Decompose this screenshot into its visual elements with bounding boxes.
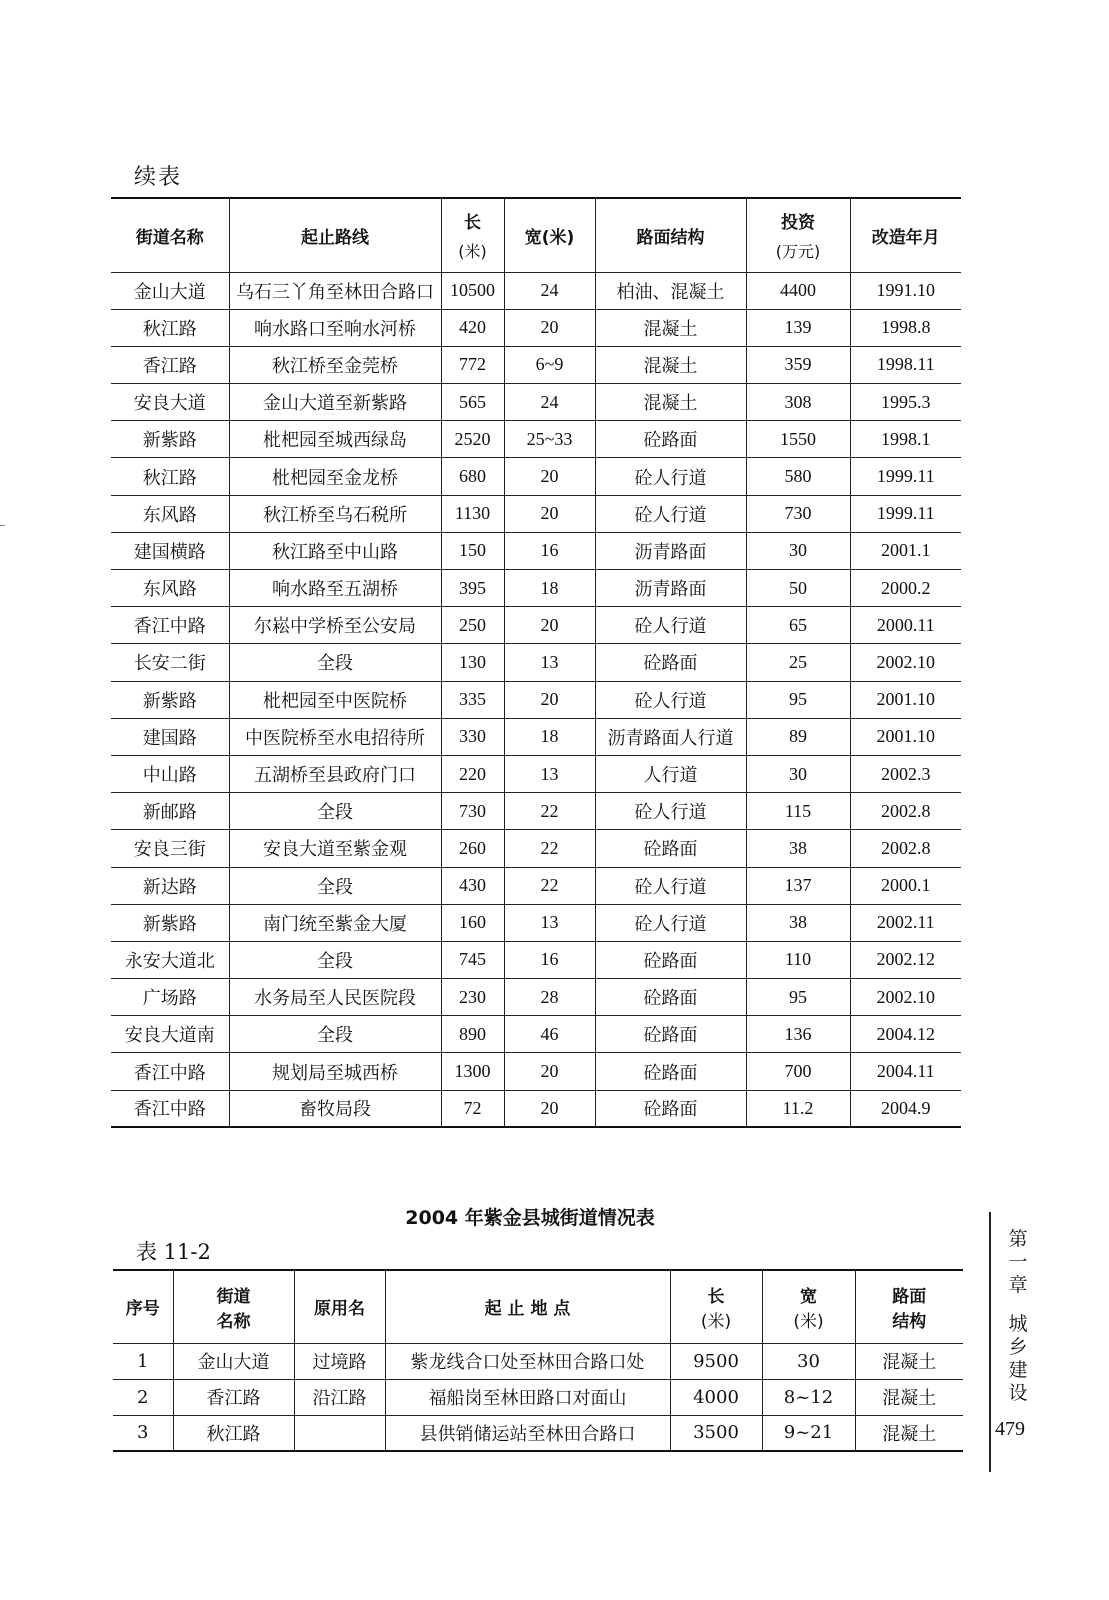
table-cell: 2520 bbox=[441, 421, 504, 458]
table-cell: 89 bbox=[746, 718, 850, 755]
table-cell: 1130 bbox=[441, 495, 504, 532]
table-cell: 新紫路 bbox=[111, 904, 229, 941]
table2-header-row bbox=[113, 1270, 963, 1343]
table-cell: 16 bbox=[504, 941, 595, 978]
table-cell: 东风路 bbox=[111, 495, 229, 532]
table-cell bbox=[294, 1415, 385, 1451]
table-cell: 2002.12 bbox=[850, 941, 961, 978]
table-row bbox=[113, 1343, 963, 1379]
table-cell: 人行道 bbox=[595, 755, 746, 792]
table-cell: 秋江路 bbox=[111, 458, 229, 495]
chapter-heading: 第 一 章 城 乡 建 设 bbox=[1008, 1228, 1028, 1404]
table-cell: 130 bbox=[441, 644, 504, 681]
table-cell: 香江中路 bbox=[111, 1053, 229, 1090]
table-cell: 2002.10 bbox=[850, 979, 961, 1016]
table-cell: 1998.1 bbox=[850, 421, 961, 458]
table-cell: 890 bbox=[441, 1016, 504, 1053]
table-cell: 响水路至五湖桥 bbox=[229, 570, 441, 607]
header-length: 长 (米) bbox=[670, 1270, 762, 1343]
table-row bbox=[111, 570, 961, 607]
table-cell: 砼人行道 bbox=[595, 607, 746, 644]
table2-body bbox=[113, 1343, 963, 1451]
table-cell: 新邮路 bbox=[111, 793, 229, 830]
table-cell: 沿江路 bbox=[294, 1379, 385, 1415]
table-cell: 中医院桥至水电招待所 bbox=[229, 718, 441, 755]
table-cell: 22 bbox=[504, 867, 595, 904]
table-cell: 永安大道北 bbox=[111, 941, 229, 978]
header-length-unit: (米) bbox=[458, 242, 487, 262]
table-cell: 枇杷园至金龙桥 bbox=[229, 458, 441, 495]
table-cell: 1998.11 bbox=[850, 346, 961, 383]
table-cell: 20 bbox=[504, 309, 595, 346]
table-cell: 136 bbox=[746, 1016, 850, 1053]
table-cell: 金山大道至新紫路 bbox=[229, 384, 441, 421]
table-cell: 砼路面 bbox=[595, 941, 746, 978]
table-row bbox=[111, 941, 961, 978]
table-cell: 混凝土 bbox=[855, 1379, 963, 1415]
table-cell: 紫龙线合口处至林田合路口处 bbox=[385, 1343, 670, 1379]
side-rule bbox=[989, 1212, 991, 1472]
table-row bbox=[113, 1379, 963, 1415]
table-cell: 308 bbox=[746, 384, 850, 421]
header-street-name: 街道名称 bbox=[111, 198, 229, 272]
table-cell: 安良大道至紫金观 bbox=[229, 830, 441, 867]
table-cell: 95 bbox=[746, 681, 850, 718]
table-cell: 1550 bbox=[746, 421, 850, 458]
table-cell: 580 bbox=[746, 458, 850, 495]
table-cell: 2002.8 bbox=[850, 830, 961, 867]
table-cell: 新达路 bbox=[111, 867, 229, 904]
table-cell: 1 bbox=[113, 1343, 173, 1379]
table-cell: 220 bbox=[441, 755, 504, 792]
table-cell: 50 bbox=[746, 570, 850, 607]
table-cell: 1995.3 bbox=[850, 384, 961, 421]
table-cell: 730 bbox=[746, 495, 850, 532]
table-cell: 110 bbox=[746, 941, 850, 978]
table-cell: 72 bbox=[441, 1090, 504, 1127]
table-cell: 335 bbox=[441, 681, 504, 718]
table-cell: 安良大道 bbox=[111, 384, 229, 421]
table-cell: 2004.11 bbox=[850, 1053, 961, 1090]
table-cell: 3 bbox=[113, 1415, 173, 1451]
table-cell: 砼人行道 bbox=[595, 458, 746, 495]
table-cell: 柏油、混凝土 bbox=[595, 272, 746, 309]
table-cell: 县供销储运站至林田合路口 bbox=[385, 1415, 670, 1451]
table-cell: 砼人行道 bbox=[595, 867, 746, 904]
table-cell: 安良三街 bbox=[111, 830, 229, 867]
header-route: 起止路线 bbox=[229, 198, 441, 272]
table-cell: 260 bbox=[441, 830, 504, 867]
table-cell: 20 bbox=[504, 607, 595, 644]
table-cell: 22 bbox=[504, 830, 595, 867]
table-cell: 1999.11 bbox=[850, 495, 961, 532]
table-row bbox=[111, 867, 961, 904]
header-length: 长 (米) bbox=[441, 198, 504, 272]
header-range: 起 止 地 点 bbox=[385, 1270, 670, 1343]
table-cell: 新紫路 bbox=[111, 681, 229, 718]
table-cell: 砼路面 bbox=[595, 644, 746, 681]
table-cell: 砼人行道 bbox=[595, 681, 746, 718]
table-cell: 395 bbox=[441, 570, 504, 607]
table-row bbox=[111, 1053, 961, 1090]
table-cell: 混凝土 bbox=[855, 1343, 963, 1379]
header-investment: 投资 (万元) bbox=[746, 198, 850, 272]
header-index: 序号 bbox=[113, 1270, 173, 1343]
table-cell: 30 bbox=[762, 1343, 855, 1379]
table-cell: 砼路面 bbox=[595, 979, 746, 1016]
table-cell: 全段 bbox=[229, 867, 441, 904]
table-header-row bbox=[111, 198, 961, 272]
table-cell: 香江路 bbox=[111, 346, 229, 383]
table-cell: 2000.11 bbox=[850, 607, 961, 644]
table-row bbox=[111, 1016, 961, 1053]
table-row bbox=[111, 309, 961, 346]
table-row bbox=[111, 495, 961, 532]
table-cell: 2002.10 bbox=[850, 644, 961, 681]
table-cell: 3500 bbox=[670, 1415, 762, 1451]
table-row bbox=[111, 272, 961, 309]
header-date: 改造年月 bbox=[850, 198, 961, 272]
table-cell: 18 bbox=[504, 718, 595, 755]
table-cell: 乌石三丫角至林田合路口 bbox=[229, 272, 441, 309]
table-cell: 2 bbox=[113, 1379, 173, 1415]
table-cell: 东风路 bbox=[111, 570, 229, 607]
table-cell: 420 bbox=[441, 309, 504, 346]
table-cell: 2002.3 bbox=[850, 755, 961, 792]
table-cell: 28 bbox=[504, 979, 595, 1016]
table-cell: 金山大道 bbox=[111, 272, 229, 309]
table-row bbox=[111, 681, 961, 718]
table-row bbox=[111, 607, 961, 644]
table-cell: 250 bbox=[441, 607, 504, 644]
table-row bbox=[111, 830, 961, 867]
table-cell: 过境路 bbox=[294, 1343, 385, 1379]
table-cell: 137 bbox=[746, 867, 850, 904]
table-cell: 新紫路 bbox=[111, 421, 229, 458]
header-width: 宽 (米) bbox=[762, 1270, 855, 1343]
table-cell: 150 bbox=[441, 532, 504, 569]
table-cell: 中山路 bbox=[111, 755, 229, 792]
table-cell: 沥青路面 bbox=[595, 532, 746, 569]
table-cell: 秋江桥至金莞桥 bbox=[229, 346, 441, 383]
table-cell: 秋江路至中山路 bbox=[229, 532, 441, 569]
table-cell: 砼人行道 bbox=[595, 793, 746, 830]
table-cell: 长安二街 bbox=[111, 644, 229, 681]
table-cell: 680 bbox=[441, 458, 504, 495]
table-cell: 20 bbox=[504, 495, 595, 532]
margin-mark bbox=[0, 525, 5, 526]
table-cell: 25 bbox=[746, 644, 850, 681]
page-number: 479 bbox=[995, 1418, 1025, 1440]
table-cell: 4400 bbox=[746, 272, 850, 309]
table-cell: 混凝土 bbox=[595, 346, 746, 383]
table-cell: 700 bbox=[746, 1053, 850, 1090]
header-surface: 路面 结构 bbox=[855, 1270, 963, 1343]
table-cell: 砼人行道 bbox=[595, 904, 746, 941]
table-cell: 五湖桥至县政府门口 bbox=[229, 755, 441, 792]
table-cell: 建国横路 bbox=[111, 532, 229, 569]
table-cell: 2000.2 bbox=[850, 570, 961, 607]
table-cell: 2000.1 bbox=[850, 867, 961, 904]
table-cell: 65 bbox=[746, 607, 850, 644]
table-cell: 115 bbox=[746, 793, 850, 830]
table-cell: 1999.11 bbox=[850, 458, 961, 495]
table-row bbox=[111, 718, 961, 755]
table-cell: 2001.1 bbox=[850, 532, 961, 569]
table-cell: 1300 bbox=[441, 1053, 504, 1090]
table-cell: 砼路面 bbox=[595, 1053, 746, 1090]
table-cell: 16 bbox=[504, 532, 595, 569]
header-investment-unit: (万元) bbox=[775, 242, 821, 262]
table-cell: 13 bbox=[504, 904, 595, 941]
table-cell: 全段 bbox=[229, 941, 441, 978]
table-cell: 秋江路 bbox=[111, 309, 229, 346]
table-cell: 9~21 bbox=[762, 1415, 855, 1451]
table-row bbox=[111, 532, 961, 569]
table-cell: 混凝土 bbox=[595, 384, 746, 421]
table-cell: 4000 bbox=[670, 1379, 762, 1415]
table-row bbox=[113, 1415, 963, 1451]
table-row bbox=[111, 979, 961, 1016]
table-cell: 香江中路 bbox=[111, 1090, 229, 1127]
table-cell: 南门统至紫金大厦 bbox=[229, 904, 441, 941]
table-cell: 30 bbox=[746, 532, 850, 569]
table-cell: 18 bbox=[504, 570, 595, 607]
table-cell: 95 bbox=[746, 979, 850, 1016]
table-cell: 20 bbox=[504, 458, 595, 495]
table-cell: 6~9 bbox=[504, 346, 595, 383]
header-surface: 路面结构 bbox=[595, 198, 746, 272]
table-cell: 1991.10 bbox=[850, 272, 961, 309]
table-cell: 混凝土 bbox=[595, 309, 746, 346]
table-cell: 772 bbox=[441, 346, 504, 383]
table-cell: 秋江桥至乌石税所 bbox=[229, 495, 441, 532]
table-cell: 2001.10 bbox=[850, 718, 961, 755]
table-cell: 2004.9 bbox=[850, 1090, 961, 1127]
table-cell: 1998.8 bbox=[850, 309, 961, 346]
table-row bbox=[111, 421, 961, 458]
table-cell: 2001.10 bbox=[850, 681, 961, 718]
table-cell: 沥青路面人行道 bbox=[595, 718, 746, 755]
table-body bbox=[111, 272, 961, 1127]
table-cell: 全段 bbox=[229, 793, 441, 830]
table-cell: 广场路 bbox=[111, 979, 229, 1016]
table-row bbox=[111, 384, 961, 421]
table-row bbox=[111, 793, 961, 830]
table-cell: 2004.12 bbox=[850, 1016, 961, 1053]
table-cell: 2002.8 bbox=[850, 793, 961, 830]
table-cell: 30 bbox=[746, 755, 850, 792]
table-cell: 230 bbox=[441, 979, 504, 1016]
table-cell: 砼路面 bbox=[595, 1016, 746, 1053]
table-cell: 砼路面 bbox=[595, 421, 746, 458]
table-cell: 10500 bbox=[441, 272, 504, 309]
table-row bbox=[111, 755, 961, 792]
table-cell: 砼路面 bbox=[595, 830, 746, 867]
table-cell: 尔崧中学桥至公安局 bbox=[229, 607, 441, 644]
table-cell: 香江中路 bbox=[111, 607, 229, 644]
table-row bbox=[111, 1090, 961, 1127]
table-cell: 46 bbox=[504, 1016, 595, 1053]
table-cell: 砼路面 bbox=[595, 1090, 746, 1127]
table-cell: 565 bbox=[441, 384, 504, 421]
table-row bbox=[111, 346, 961, 383]
table-cell: 枇杷园至城西绿岛 bbox=[229, 421, 441, 458]
table-row bbox=[111, 904, 961, 941]
table-cell: 香江路 bbox=[173, 1379, 294, 1415]
table-cell: 全段 bbox=[229, 644, 441, 681]
table-cell: 359 bbox=[746, 346, 850, 383]
table-cell: 38 bbox=[746, 830, 850, 867]
table-cell: 响水路口至响水河桥 bbox=[229, 309, 441, 346]
table-cell: 畜牧局段 bbox=[229, 1090, 441, 1127]
table-cell: 24 bbox=[504, 272, 595, 309]
header-width: 宽(米) bbox=[504, 198, 595, 272]
table-cell: 砼人行道 bbox=[595, 495, 746, 532]
table-cell: 730 bbox=[441, 793, 504, 830]
street-status-table bbox=[113, 1269, 963, 1452]
table-cell: 20 bbox=[504, 1090, 595, 1127]
table-cell: 24 bbox=[504, 384, 595, 421]
table2-title: 2004 年紫金县城街道情况表 bbox=[405, 1207, 655, 1229]
table-cell: 福船岗至林田路口对面山 bbox=[385, 1379, 670, 1415]
table-cell: 160 bbox=[441, 904, 504, 941]
continuation-label: 续表 bbox=[134, 165, 183, 190]
table-row bbox=[111, 458, 961, 495]
table-cell: 20 bbox=[504, 1053, 595, 1090]
table-cell: 430 bbox=[441, 867, 504, 904]
table-cell: 金山大道 bbox=[173, 1343, 294, 1379]
table-cell: 水务局至人民医院段 bbox=[229, 979, 441, 1016]
table-cell: 11.2 bbox=[746, 1090, 850, 1127]
table-cell: 25~33 bbox=[504, 421, 595, 458]
table-cell: 38 bbox=[746, 904, 850, 941]
table-cell: 规划局至城西桥 bbox=[229, 1053, 441, 1090]
table-cell: 全段 bbox=[229, 1016, 441, 1053]
header-old-name: 原用名 bbox=[294, 1270, 385, 1343]
table-cell: 8~12 bbox=[762, 1379, 855, 1415]
table-cell: 安良大道南 bbox=[111, 1016, 229, 1053]
table-cell: 330 bbox=[441, 718, 504, 755]
table-cell: 9500 bbox=[670, 1343, 762, 1379]
table-cell: 秋江路 bbox=[173, 1415, 294, 1451]
table-cell: 建国路 bbox=[111, 718, 229, 755]
table-cell: 13 bbox=[504, 644, 595, 681]
table-row bbox=[111, 644, 961, 681]
table-cell: 20 bbox=[504, 681, 595, 718]
table-cell: 13 bbox=[504, 755, 595, 792]
table-cell: 沥青路面 bbox=[595, 570, 746, 607]
table2-label: 表 11-2 bbox=[136, 1240, 211, 1264]
table-cell: 745 bbox=[441, 941, 504, 978]
table-cell: 22 bbox=[504, 793, 595, 830]
table-cell: 2002.11 bbox=[850, 904, 961, 941]
street-renovation-table bbox=[111, 197, 961, 1128]
header-street-name: 街道 名称 bbox=[173, 1270, 294, 1343]
table-cell: 139 bbox=[746, 309, 850, 346]
table-cell: 混凝土 bbox=[855, 1415, 963, 1451]
table-cell: 枇杷园至中医院桥 bbox=[229, 681, 441, 718]
